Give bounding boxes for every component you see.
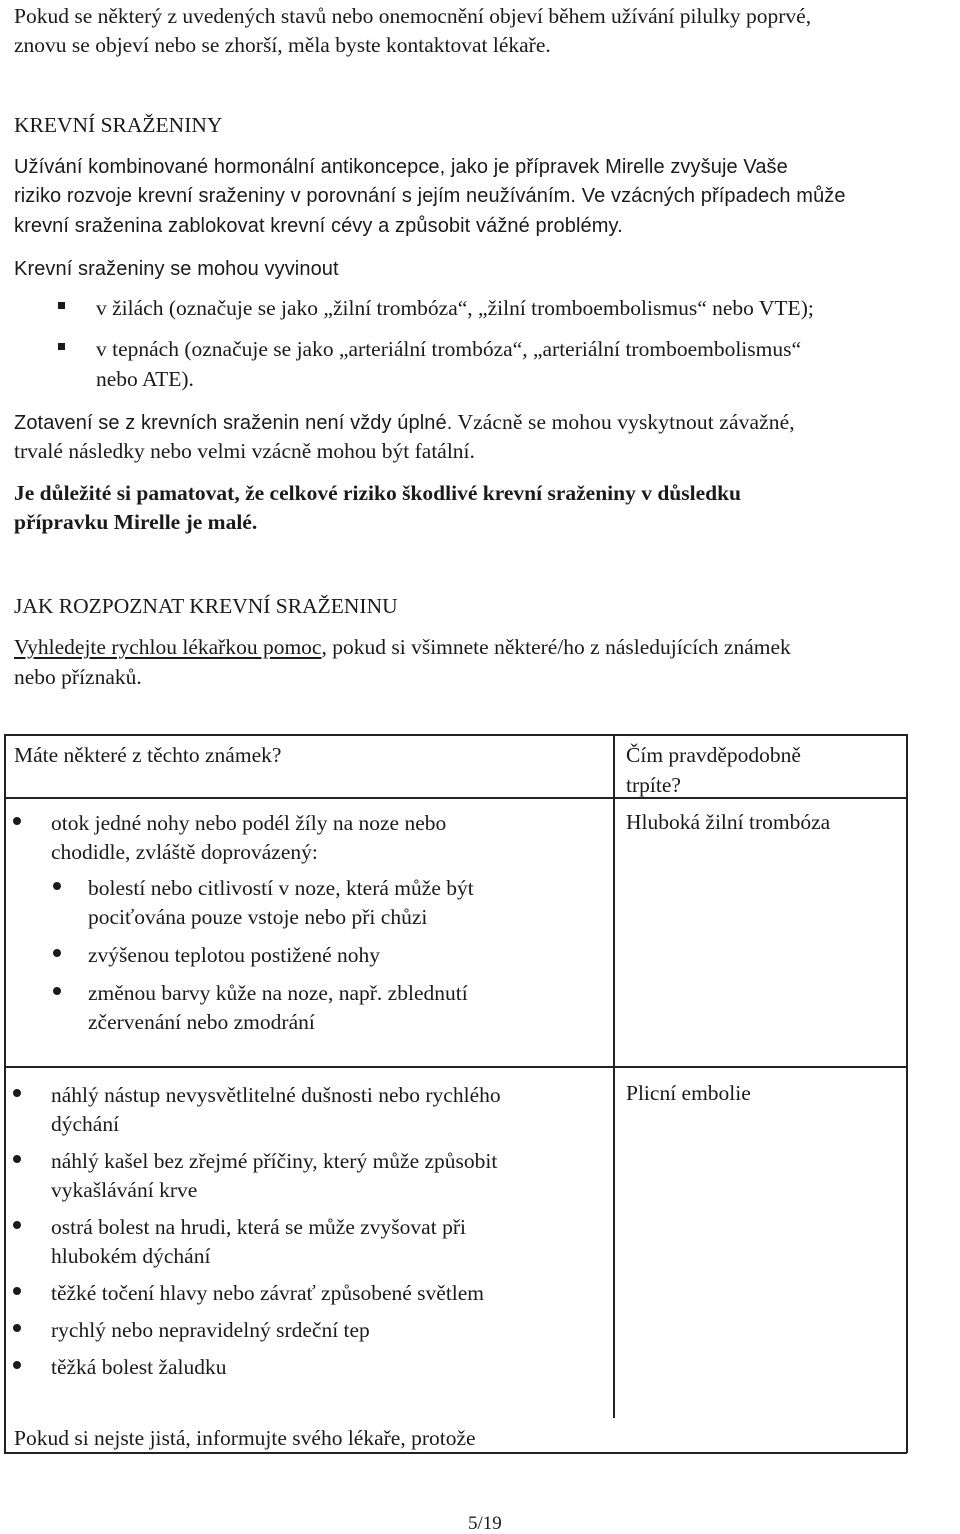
bullet-arteries-line-1: v tepnách (označuje se jako „arteriální trombóza“, „arteriální tromboembolismus“: [96, 337, 802, 361]
pe-sign-3-line-2: hlubokém dýchání: [51, 1244, 211, 1268]
table-footer-note: Pokud si nejste jistá, informujte svého lékaře, protože: [14, 1426, 476, 1450]
seek-help-line-2: nebo příznaků.: [14, 665, 142, 689]
square-bullet-icon: [58, 302, 65, 309]
round-bullet-icon: [13, 1155, 21, 1163]
round-bullet-icon: [13, 1089, 21, 1097]
table-header-signs: Máte některé z těchto známek?: [14, 743, 282, 767]
seek-help-link[interactable]: Vyhledejte rychlou lékařkou pomoc: [14, 635, 322, 659]
pe-sign-5: rychlý nebo nepravidelný srdeční tep: [51, 1318, 370, 1342]
section-heading-blood-clots: KREVNÍ SRAŽENINY: [14, 113, 223, 137]
dvt-sub-sign-pain-line-2: pociťována pouze vstoje nebo při chůzi: [88, 905, 428, 929]
paragraph-3-line-1: Zotavení se z krevních sraženin není vždy úplné. Vzácně se mohou vyskytnout závažné,: [14, 410, 795, 434]
dvt-sub-sign-color-line-2: zčervenání nebo zmodrání: [88, 1010, 315, 1034]
bullet-arteries-line-2: nebo ATE).: [96, 367, 194, 391]
square-bullet-icon: [58, 343, 65, 350]
pe-sign-3-line-1: ostrá bolest na hrudi, která se může zvyšovat při: [51, 1215, 466, 1239]
round-bullet-icon: [13, 1221, 21, 1229]
bullet-veins: v žilách (označuje se jako „žilní trombóza“, „žilní tromboembolismus“ nebo VTE);: [96, 296, 814, 320]
pe-sign-2-line-2: vykašlávání krve: [51, 1178, 198, 1202]
seek-help-line-1: Vyhledejte rychlou lékařkou pomoc, pokud si všimnete některé/ho z následujících známek: [14, 635, 791, 659]
round-bullet-icon: [13, 817, 21, 825]
important-note-line-2: přípravku Mirelle je malé.: [14, 510, 258, 534]
diagnosis-dvt: Hluboká žilní trombóza: [626, 810, 831, 834]
dvt-sub-sign-color-line-1: změnou barvy kůže na noze, např. zblednutí: [88, 981, 468, 1005]
section-heading-recognize-clot: JAK ROZPOZNAT KREVNÍ SRAŽENINU: [14, 594, 398, 618]
paragraph-2: Krevní sraženiny se mohou vyvinout: [14, 258, 339, 280]
pe-sign-4: těžké točení hlavy nebo závrať způsobené světlem: [51, 1281, 485, 1305]
paragraph-1-line-3: krevní sraženina zablokovat krevní cévy a způsobit vážné problémy.: [14, 215, 623, 237]
paragraph-3-line-2: trvalé následky nebo velmi vzácně mohou být fatální.: [14, 439, 475, 463]
round-bullet-icon: [13, 1361, 21, 1369]
important-note-line-1: Je důležité si pamatovat, že celkové riziko škodlivé krevní sraženiny v důsledku: [14, 481, 742, 505]
round-bullet-icon: [13, 1287, 21, 1295]
pe-sign-6: těžká bolest žaludku: [51, 1355, 227, 1379]
paragraph-1-line-2: riziko rozvoje krevní sraženiny v porovnání s jejím neužíváním. Ve vzácných případech může: [14, 185, 846, 207]
paragraph-1-line-1: Užívání kombinované hormonální antikoncepce, jako je přípravek Mirelle zvyšuje Vaše: [14, 156, 788, 178]
dvt-sub-sign-warmth: zvýšenou teplotou postižené nohy: [88, 943, 380, 967]
round-bullet-icon: [53, 949, 61, 957]
dvt-sub-sign-pain-line-1: bolestí nebo citlivostí v noze, která může být: [88, 876, 474, 900]
pe-sign-1-line-1: náhlý nástup nevysvětlitelné dušnosti nebo rychlého: [51, 1083, 501, 1107]
intro-line-1: Pokud se některý z uvedených stavů nebo onemocnění objeví během užívání pilulky poprvé,: [14, 4, 812, 28]
table-header-condition-line-1: Čím pravděpodobně: [626, 743, 801, 767]
dvt-sign-main-line-2: chodidle, zvláště doprovázený:: [51, 840, 318, 864]
table-header-condition-line-2: trpíte?: [626, 773, 681, 797]
dvt-sign-main-line-1: otok jedné nohy nebo podél žíly na noze nebo: [51, 811, 447, 835]
round-bullet-icon: [53, 882, 61, 890]
intro-line-2: znovu se objeví nebo se zhorší, měla byste kontaktovat lékaře.: [14, 33, 551, 57]
diagnosis-pe: Plicní embolie: [626, 1081, 751, 1105]
pe-sign-2-line-1: náhlý kašel bez zřejmé příčiny, který může způsobit: [51, 1149, 498, 1173]
page-number: 5/19: [468, 1513, 502, 1534]
pe-sign-1-line-2: dýchání: [51, 1112, 120, 1136]
round-bullet-icon: [53, 987, 61, 995]
round-bullet-icon: [13, 1324, 21, 1332]
